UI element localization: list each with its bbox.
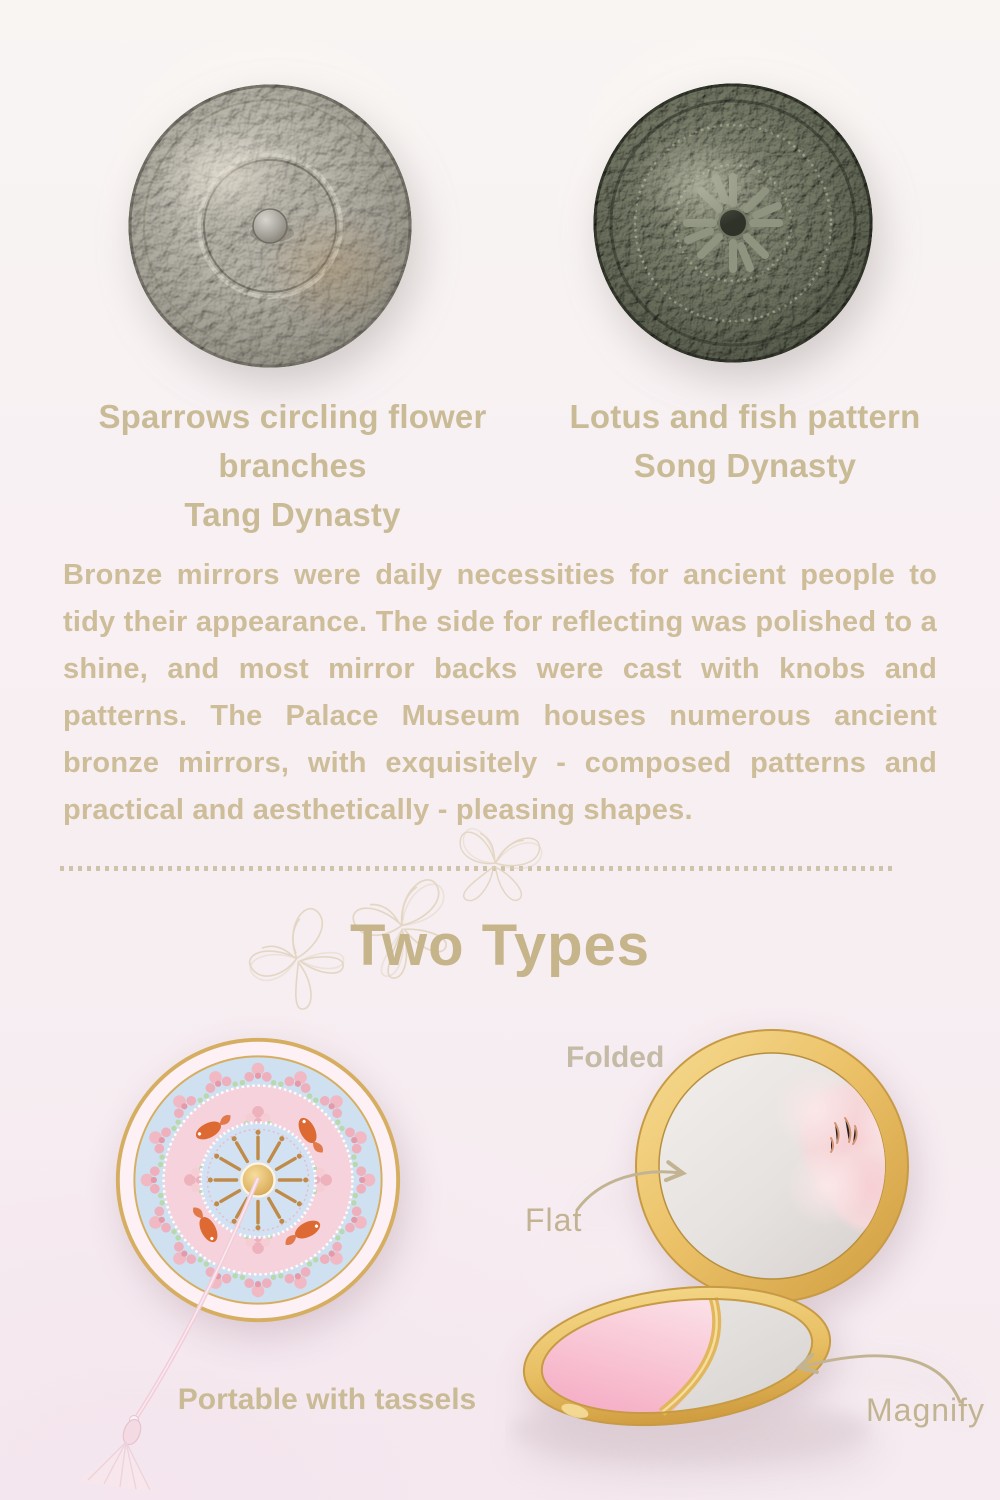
tang-caption-line: Sparrows circling flower branches xyxy=(98,398,487,484)
song-mirror-image xyxy=(592,82,874,364)
flat-label: Flat xyxy=(525,1202,583,1238)
peony-reflection xyxy=(773,1068,933,1236)
magnify-label: Magnify xyxy=(866,1392,986,1428)
folded-label: Folded xyxy=(566,1041,665,1074)
song-caption xyxy=(545,392,945,490)
intro-paragraph: Bronze mirrors were daily necessities for ancient people to tidy their appearance. The side for reflecting was polished to a shine, and most mirror backs were cast with knobs and patterns. The Palace Museum houses numerous ancient bronze mirrors, with exquisitely - composed patterns and practical and aesthetically - pleasing shapes. xyxy=(63,559,937,826)
portable-caption: Portable with tassels xyxy=(177,1383,477,1416)
tang-caption xyxy=(20,392,565,539)
tassel-icon xyxy=(60,1170,300,1500)
compact-lid xyxy=(636,1030,933,1302)
section-title: Two Types xyxy=(349,913,651,978)
song-caption-line: Lotus and fish pattern xyxy=(569,398,921,435)
tang-dynasty-line: Tang Dynasty xyxy=(184,496,401,533)
tang-mirror-image xyxy=(127,83,413,369)
song-dynasty-line: Song Dynasty xyxy=(633,447,857,484)
